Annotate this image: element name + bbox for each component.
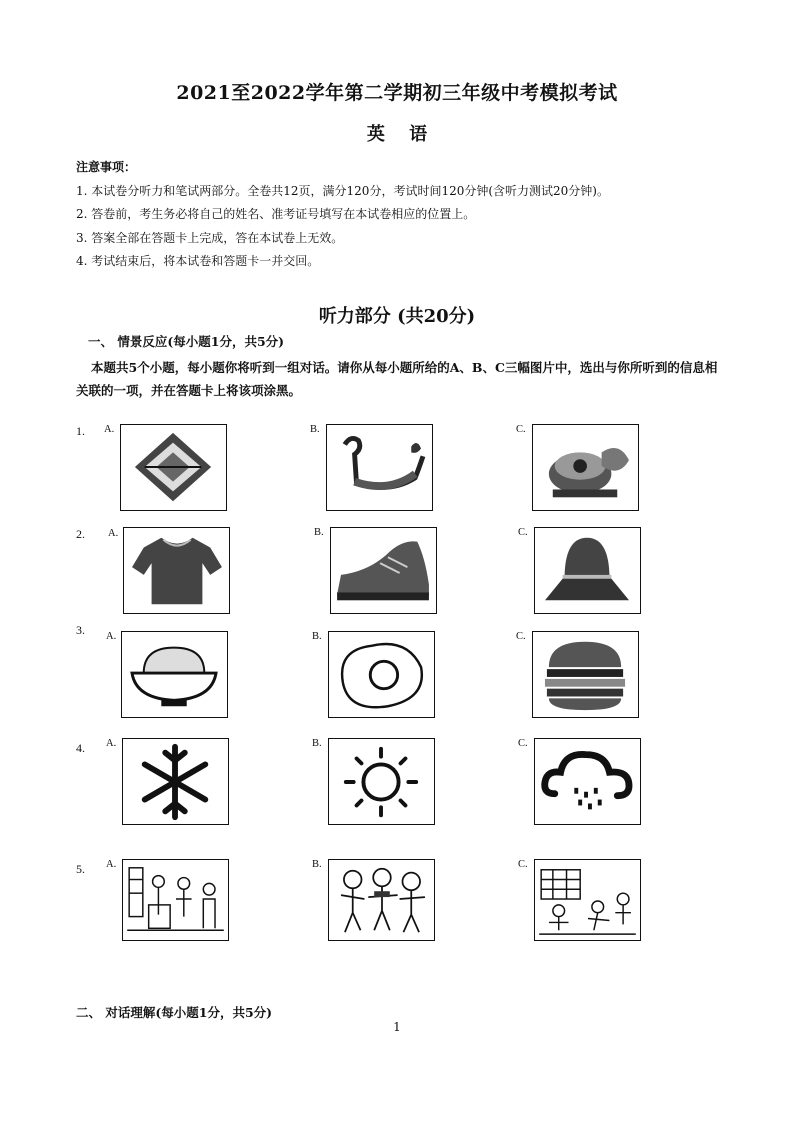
rice-bowl-icon[interactable] <box>121 631 228 718</box>
option-label: C. <box>518 738 528 749</box>
note-item: 4. 考试结束后，将本试卷和答题卡一并交回。 <box>76 254 320 268</box>
sneaker-icon[interactable] <box>330 527 437 614</box>
t-shirt-icon[interactable] <box>123 527 230 614</box>
option-label: A. <box>106 631 117 642</box>
mooncake-icon[interactable] <box>532 424 639 511</box>
school-yard-scene-icon[interactable] <box>534 859 641 941</box>
hamburger-icon[interactable] <box>532 631 639 718</box>
option-label: B. <box>312 859 322 870</box>
note-item: 3. 答案全部在答题卡上完成，答在本试卷上无效。 <box>76 230 344 245</box>
question-number: 5. <box>76 862 85 876</box>
option-label: C. <box>516 424 526 435</box>
question-number: 4. <box>76 741 85 755</box>
option-label: B. <box>314 527 324 538</box>
question-number: 3. <box>76 623 85 637</box>
option-label: B. <box>312 738 322 749</box>
hat-icon[interactable] <box>534 527 641 614</box>
part1-heading: 一、 情景反应(每小题1分，共5分) <box>88 334 285 349</box>
notes-block <box>76 156 609 274</box>
page-number: 1 <box>393 1020 401 1034</box>
option-label: A. <box>104 424 115 435</box>
option-label: A. <box>106 859 117 870</box>
sun-icon[interactable] <box>328 738 435 825</box>
subject-title: 英 语 <box>366 124 428 145</box>
family-home-scene-icon[interactable] <box>122 859 229 941</box>
option-label: C. <box>518 859 528 870</box>
snowflake-icon[interactable] <box>122 738 229 825</box>
note-item: 1. 本试卷分听力和笔试两部分。全卷共12页，满分120分，考试时间120分钟(含听力测试20分钟)。 <box>76 183 609 198</box>
option-label: A. <box>106 738 117 749</box>
part2-heading: 二、 对话理解(每小题1分，共5分) <box>76 1005 273 1020</box>
exam-title: 2021至2022学年第二学期初三年级中考模拟考试 <box>176 82 618 104</box>
option-label: C. <box>518 527 528 538</box>
children-playing-icon[interactable] <box>328 859 435 941</box>
fried-egg-icon[interactable] <box>328 631 435 718</box>
notes-heading: 注意事项： <box>76 160 137 174</box>
option-label: B. <box>310 424 320 435</box>
question-number: 2. <box>76 527 85 541</box>
option-label: C. <box>516 631 526 642</box>
rain-cloud-icon[interactable] <box>534 738 641 825</box>
option-label: A. <box>108 528 119 539</box>
rice-dumpling-icon[interactable] <box>120 424 227 511</box>
part1-instructions: 本题共5个小题，每小题你将听到一组对话。请你从每小题所给的A、B、C三幅图片中，选出与你所听到的信息相关联的一项，并在答题卡上将该项涂黑。 <box>76 360 718 398</box>
note-item: 2. 答卷前，考生务必将自己的姓名、准考证号填写在本试卷相应的位置上。 <box>76 207 476 221</box>
option-label: B. <box>312 631 322 642</box>
section-title: 听力部分 (共20分) <box>318 306 476 327</box>
dragon-boat-icon[interactable] <box>326 424 433 511</box>
question-number: 1. <box>76 424 85 438</box>
